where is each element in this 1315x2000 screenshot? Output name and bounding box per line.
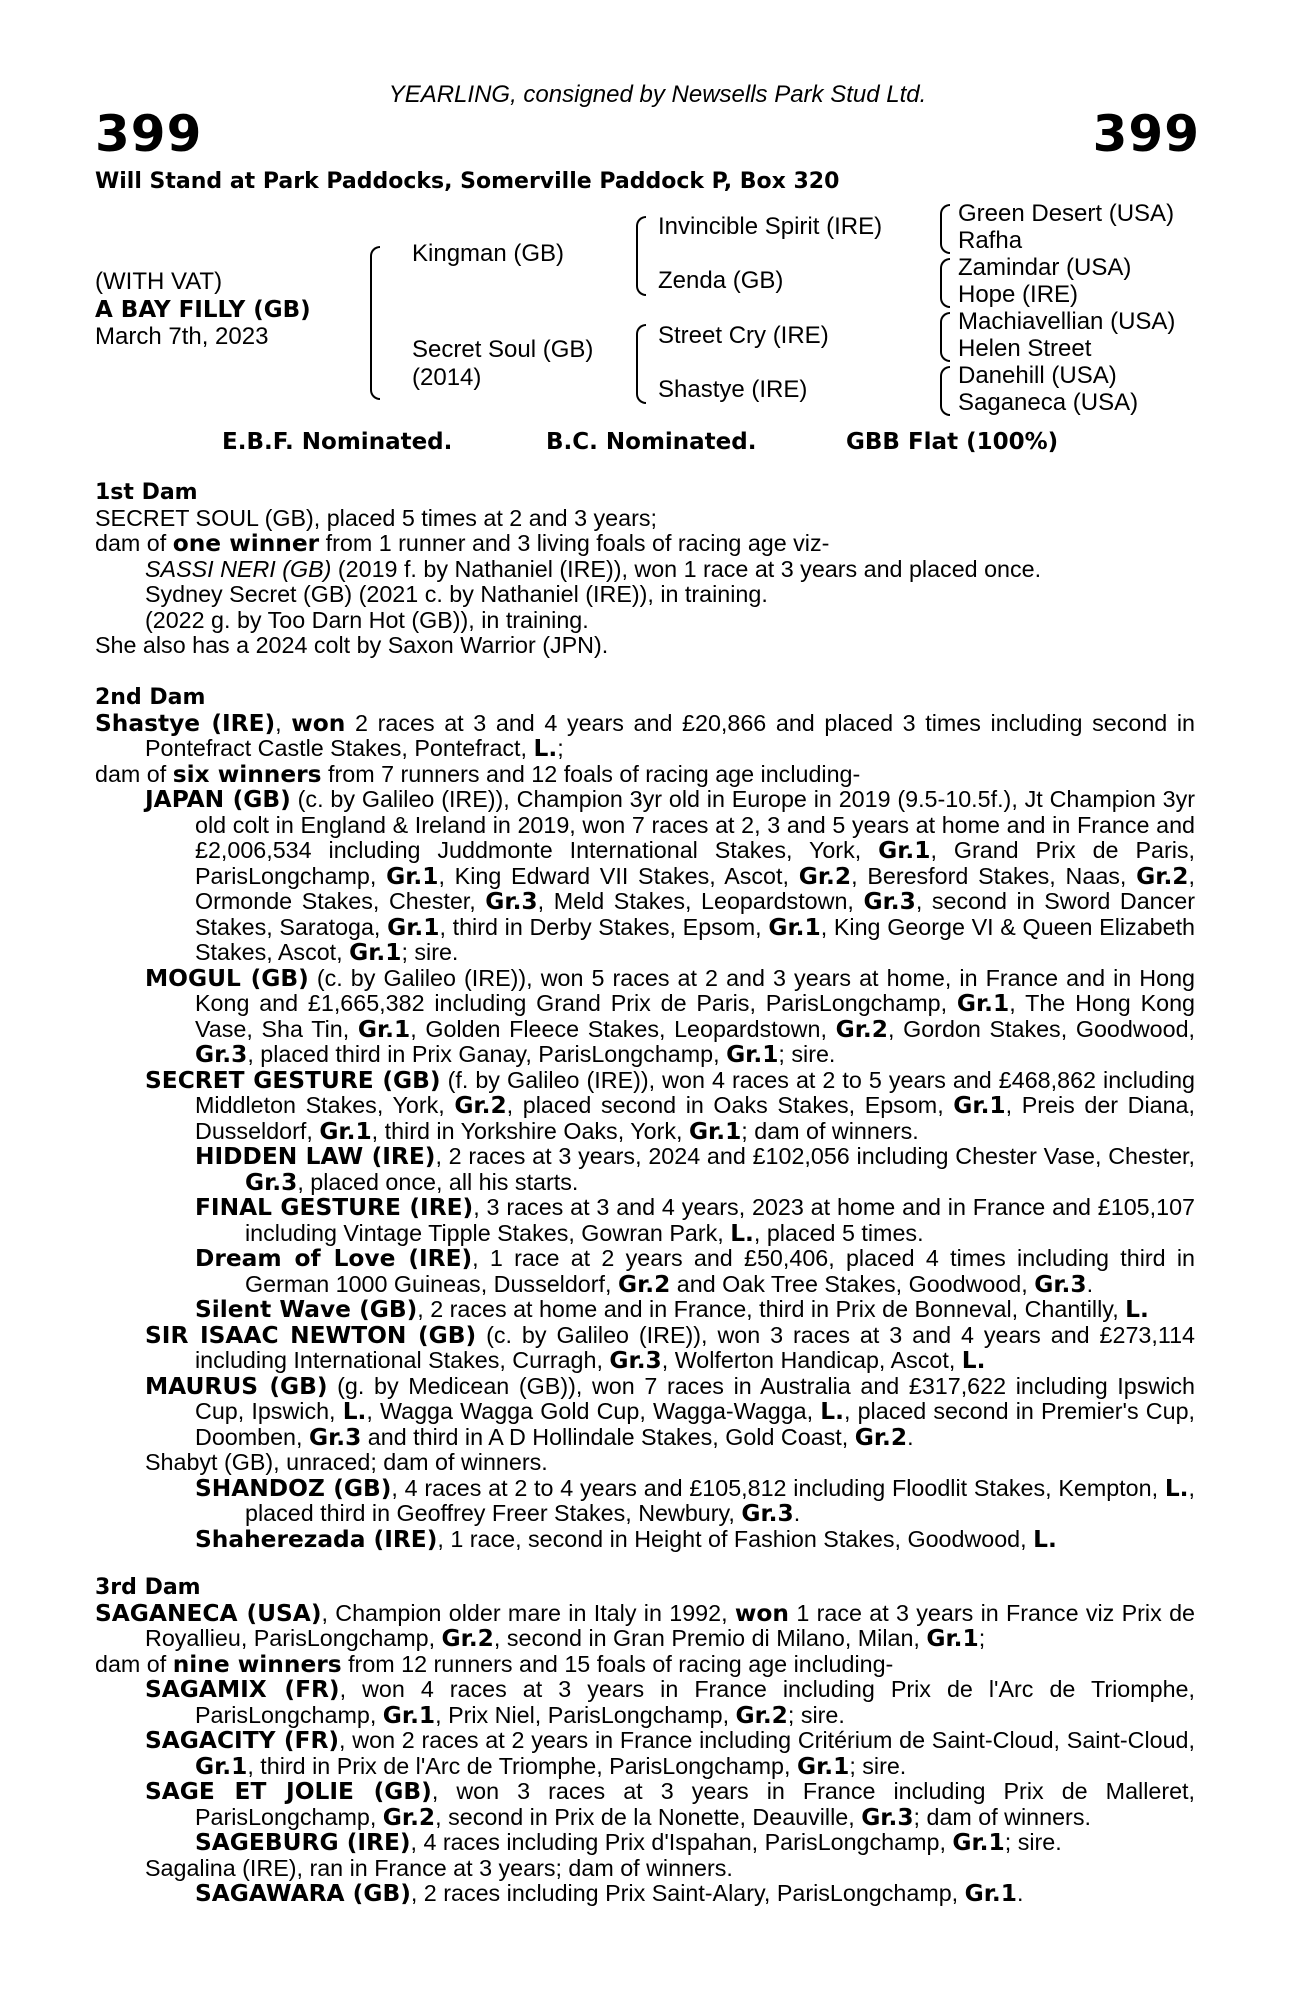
gbb-flat: GBB Flat (100%): [846, 429, 1059, 455]
text-run: , 1 race at 2 years and £50,406, placed 4 times including third in German 1000 Guineas, Dusseldorf,: [245, 1245, 1196, 1297]
text-run: .: [1086, 1270, 1094, 1297]
pedigree-gg7: Danehill (USA): [958, 362, 1117, 389]
text-run: , Wagga Wagga Gold Cup, Wagga-Wagga,: [366, 1398, 821, 1424]
bold-run: HIDDEN LAW (IRE): [195, 1143, 436, 1170]
bold-run: Gr.1: [964, 1880, 1017, 1907]
bold-run: Gr.1: [386, 862, 439, 890]
bold-run: MOGUL (GB): [145, 964, 309, 992]
text-run: , third in Prix de l'Arc de Triomphe, ParisLongchamp,: [247, 1752, 797, 1779]
text-run: (c. by Galileo (IRE)), won 3 races at 3 and 4 years and £273,114 including International Stakes, Curragh,: [195, 1321, 1195, 1373]
section-heading: 1st Dam: [95, 480, 198, 505]
text-run: (c. by Galileo (IRE)), won 5 races at 2 and 3 years at home, in France and in Hong Kong and £1,665,382 including Grand Prix de Paris, ParisLongchamp,: [195, 964, 1195, 1016]
pedigree-paragraph: [95, 1297, 1195, 1323]
bold-run: Gr.2: [735, 1701, 788, 1729]
text-run: , 3 races at 3 and 4 years, 2023 at home and in France and £105,107 including Vintage Tipple Stakes, Gowran Park,: [245, 1194, 1195, 1246]
text-run: , King George VI & Queen Elizabeth Stakes, Ascot,: [195, 913, 1195, 965]
bold-run: Gr.1: [688, 1117, 742, 1145]
bold-run: Gr.2: [441, 1625, 494, 1652]
pedigree-sire-dam: Zenda (GB): [658, 267, 784, 294]
text-run: from 7 runners and 12 foals of racing age including-: [321, 760, 861, 787]
text-run: , Wolferton Handicap, Ascot,: [661, 1347, 962, 1373]
bold-run: Gr.1: [382, 1701, 436, 1729]
text-run: and Oak Tree Stakes, Goodwood,: [670, 1270, 1035, 1297]
pedigree-paragraph: [95, 1601, 1195, 1652]
text-run: , placed second in Oaks Stakes, Epsom,: [506, 1092, 954, 1118]
section-first-dam: [95, 480, 1195, 659]
text-run: ;: [978, 1625, 986, 1651]
pedigree-gg8: Saganeca (USA): [958, 389, 1139, 416]
pedigree-paragraph: [95, 1068, 1195, 1145]
bold-run: Gr.2: [1136, 862, 1189, 890]
section-body: [95, 506, 1195, 659]
text-run: ; sire.: [1004, 1829, 1062, 1855]
pedigree-gg2: Rafha: [958, 227, 1023, 254]
bold-run: L.: [961, 1347, 986, 1374]
text-run: , won 4 races at 3 years in France including Prix de l'Arc de Triomphe, ParisLongchamp,: [195, 1676, 1195, 1728]
bold-run: SAGACITY (FR): [145, 1727, 340, 1754]
bold-run: FINAL GESTURE (IRE): [195, 1194, 474, 1221]
section-body: [95, 1601, 1195, 1907]
foaling-date: March 7th, 2023: [95, 323, 269, 350]
bold-run: Gr.1: [387, 913, 440, 941]
pedigree-paragraph: [95, 1246, 1195, 1297]
text-run: , won 2 races at 2 years in France including Critérium de Saint-Cloud, Saint-Cloud,: [339, 1727, 1195, 1753]
text-run: , Champion older mare in Italy in 1992,: [321, 1599, 735, 1626]
pedigree-paragraph: [95, 711, 1195, 762]
text-run: , second in Gran Premio di Milano, Milan,: [493, 1625, 927, 1651]
text-run: , won 3 races at 3 years in France including Prix de Malleret, ParisLongchamp,: [195, 1778, 1196, 1830]
bold-run: Gr.3: [195, 1041, 248, 1068]
bold-run: Gr.2: [382, 1803, 436, 1831]
text-run: Shabyt (GB), unraced; dam of winners.: [145, 1449, 548, 1475]
bold-run: SAGEBURG (IRE): [195, 1829, 411, 1856]
text-run: and third in A D Hollindale Stakes, Gold Coast,: [361, 1423, 855, 1450]
bold-run: SAGE ET JOLIE (GB): [145, 1778, 432, 1805]
bold-run: Shaherezada (IRE): [195, 1525, 438, 1553]
bold-run: SECRET GESTURE (GB): [145, 1066, 441, 1094]
bold-run: Gr.3: [609, 1347, 662, 1374]
bold-run: SHANDOZ (GB): [195, 1474, 392, 1502]
bold-run: L.: [342, 1398, 367, 1425]
pedigree-paragraph: [95, 966, 1195, 1068]
text-run: , third in Derby Stakes, Epsom,: [439, 913, 769, 940]
bold-run: L.: [1164, 1474, 1189, 1502]
brace-dam: [636, 324, 646, 404]
pedigree-paragraph: [95, 506, 1195, 532]
bold-run: Gr.2: [835, 1015, 888, 1043]
bold-run: Gr.1: [319, 1117, 372, 1145]
bold-run: Gr.1: [878, 837, 931, 864]
text-run: SECRET SOUL (GB), placed 5 times at 2 and 3 years;: [95, 504, 657, 531]
section-body: [95, 711, 1195, 1553]
section-heading: 3rd Dam: [95, 1575, 201, 1600]
bold-run: Gr.3: [1034, 1270, 1087, 1298]
pedigree-paragraph: [95, 787, 1195, 966]
text-run: (g. by Medicean (GB)), won 7 races in Australia and £317,622 including Ipswich Cup, Ipswich,: [195, 1372, 1195, 1424]
text-run: , Beresford Stakes, Naas,: [851, 862, 1137, 889]
bold-run: Gr.1: [195, 1752, 248, 1780]
brace-sire: [636, 216, 646, 296]
bold-run: Gr.2: [617, 1270, 671, 1298]
text-run: , second in Prix de la Nonette, Deauville,: [435, 1803, 862, 1830]
bold-run: L.: [533, 735, 558, 762]
pedigree-dam-dam: Shastye (IRE): [658, 376, 808, 403]
text-run: ; sire.: [401, 939, 459, 965]
text-run: , Meld Stakes, Leopardstown,: [537, 888, 864, 914]
pedigree-gg5: Machiavellian (USA): [958, 308, 1176, 335]
text-run: , 2 races at 3 years, 2024 and £102,056 including Chester Vase, Chester,: [435, 1143, 1195, 1169]
text-run: , 4 races at 2 to 4 years and £105,812 including Floodlit Stakes, Kempton,: [391, 1474, 1165, 1501]
text-run: (2022 g. by Too Darn Hot (GB)), in training.: [145, 606, 589, 633]
pedigree-paragraph: [95, 1323, 1195, 1374]
bold-run: SAGAWARA (GB): [195, 1880, 411, 1907]
text-run: , 1 race, second in Height of Fashion Stakes, Goodwood,: [437, 1525, 1034, 1552]
consignment-line: YEARLING, consigned by Newsells Park Stud Ltd.: [388, 81, 927, 108]
pedigree-paragraph: [95, 1652, 1195, 1678]
brace-subject: [370, 246, 380, 400]
brace-gg4: [940, 366, 950, 416]
bold-run: Gr.1: [357, 1015, 411, 1043]
stand-location: Will Stand at Park Paddocks, Somerville Paddock P, Box 320: [95, 169, 840, 194]
text-run: Sagalina (IRE), ran in France at 3 years; dam of winners.: [145, 1854, 733, 1881]
bold-run: six winners: [172, 760, 322, 788]
text-run: , placed third in Geoffrey Freer Stakes, Newbury,: [245, 1474, 1196, 1526]
text-run: from 1 runner and 3 living foals of racing age viz-: [319, 530, 830, 556]
pedigree-paragraph: [95, 582, 1195, 608]
text-run: dam of: [95, 1650, 173, 1677]
text-run: ; sire.: [787, 1701, 845, 1728]
pedigree-dam: Secret Soul (GB): [412, 336, 594, 363]
ebf-nomination: E.B.F. Nominated.: [222, 429, 453, 455]
pedigree-paragraph: [95, 1881, 1195, 1907]
text-run: , placed third in Prix Ganay, ParisLongchamp,: [247, 1041, 727, 1067]
bold-run: Gr.2: [454, 1092, 507, 1119]
text-run: (2019 f. by Nathaniel (IRE)), won 1 race at 3 years and placed once.: [331, 555, 1042, 582]
bold-run: Gr.3: [245, 1168, 298, 1196]
pedigree-dam-year: (2014): [412, 364, 482, 391]
bold-run: Gr.1: [953, 1092, 1006, 1119]
vat-label: (WITH VAT): [95, 268, 223, 295]
bold-run: SIR ISAAC NEWTON (GB): [145, 1321, 477, 1349]
text-run: Sydney Secret (GB) (2021 c. by Nathaniel (IRE)), in training.: [145, 581, 768, 607]
pedigree-sire-sire: Invincible Spirit (IRE): [658, 213, 883, 240]
text-run: 2 races at 3 and 4 years and £20,866 and placed 3 times including second in Pontefract Castle Stakes, Pontefract,: [145, 709, 1195, 761]
text-run: (c. by Galileo (IRE)), Champion 3yr old in Europe in 2019 (9.5-10.5f.), Jt Champion 3yr old colt in England & Ireland in 2019, won 7 races at 2, 3 and 5 years at home and in France and £2,006,534 including Juddmonte International Stakes, York,: [195, 786, 1195, 863]
bold-run: Gr.3: [308, 1423, 362, 1451]
pedigree-paragraph: [95, 1144, 1195, 1195]
bold-run: Dream of Love (IRE): [195, 1245, 473, 1272]
pedigree-paragraph: [95, 531, 1195, 557]
bold-run: nine winners: [172, 1650, 342, 1678]
text-run: , Ormonde Stakes, Chester,: [195, 862, 1196, 914]
section-third-dam: [95, 1575, 1195, 1907]
text-run: , second in Sword Dancer Stakes, Saratoga,: [195, 888, 1195, 940]
section-second-dam: [95, 685, 1195, 1552]
pedigree-paragraph: [95, 1856, 1195, 1882]
bold-run: L.: [1125, 1296, 1149, 1323]
bold-run: one winner: [172, 530, 320, 557]
text-run: , The Hong Kong Vase, Sha Tin,: [195, 990, 1195, 1042]
pedigree-paragraph: [95, 1830, 1195, 1856]
text-run: , Preis der Diana, Dusseldorf,: [195, 1092, 1195, 1144]
pedigree-paragraph: [95, 1779, 1195, 1830]
bold-run: L.: [730, 1219, 754, 1247]
pedigree-paragraph: [95, 557, 1195, 583]
text-run: ,: [275, 709, 292, 736]
bold-run: Gr.2: [854, 1423, 908, 1451]
text-run: , 2 races at home and in France, third in Prix de Bonneval, Chantilly,: [417, 1296, 1126, 1322]
text-run: .: [1017, 1880, 1024, 1906]
text-run: , placed 5 times.: [753, 1219, 924, 1246]
text-run: dam of: [95, 530, 173, 556]
text-run: ; sire.: [778, 1041, 836, 1067]
text-run: ; sire.: [849, 1752, 907, 1779]
bold-run: JAPAN (GB): [145, 786, 291, 813]
text-run: (f. by Galileo (IRE)), won 4 races at 2 to 5 years and £468,862 including Middleton Stakes, York,: [195, 1066, 1195, 1118]
text-run: ;: [557, 735, 564, 761]
text-run: She also has a 2024 colt by Saxon Warrior (JPN).: [95, 632, 609, 658]
bold-run: Gr.3: [741, 1500, 794, 1527]
bold-run: SAGAMIX (FR): [145, 1676, 340, 1703]
pedigree-paragraph: [95, 1527, 1195, 1553]
bold-run: Gr.1: [926, 1625, 979, 1652]
horse-name: A BAY FILLY (GB): [95, 297, 311, 323]
pedigree-paragraph: [95, 1374, 1195, 1451]
text-run: .: [793, 1500, 801, 1526]
brace-gg1: [940, 204, 950, 254]
bold-run: Gr.1: [952, 1829, 1005, 1856]
text-run: , Gordon Stakes, Goodwood,: [887, 1015, 1196, 1042]
text-run: , Golden Fleece Stakes, Leopardstown,: [410, 1015, 836, 1042]
pedigree-paragraph: [95, 1450, 1195, 1476]
bold-run: L.: [1033, 1525, 1057, 1553]
bold-run: Gr.1: [796, 1752, 850, 1780]
pedigree-gg3: Zamindar (USA): [958, 254, 1132, 281]
italic-run: SASSI NERI (GB): [145, 555, 332, 582]
bold-run: Gr.1: [726, 1041, 779, 1068]
pedigree-table: [0, 0, 1315, 430]
bold-run: won: [734, 1599, 790, 1627]
bold-run: Gr.3: [485, 888, 538, 915]
pedigree-gg4: Hope (IRE): [958, 281, 1079, 308]
section-heading: 2nd Dam: [95, 685, 206, 710]
text-run: , 2 races including Prix Saint-Alary, ParisLongchamp,: [410, 1880, 965, 1906]
bold-run: Gr.1: [956, 990, 1010, 1017]
bold-run: Shastye (IRE): [95, 709, 276, 737]
pedigree-paragraph: [95, 633, 1195, 659]
text-run: , placed once, all his starts.: [297, 1168, 579, 1195]
pedigree-sire: Kingman (GB): [412, 240, 565, 267]
text-run: , third in Yorkshire Oaks, York,: [371, 1117, 689, 1144]
text-run: 1 race at 3 years in France viz Prix de Royallieu, ParisLongchamp,: [145, 1599, 1195, 1651]
lot-number-right: 399: [1092, 105, 1200, 163]
text-run: , Grand Prix de Paris, ParisLongchamp,: [195, 837, 1195, 889]
bold-run: Silent Wave (GB): [195, 1296, 418, 1323]
bold-run: MAURUS (GB): [145, 1372, 328, 1400]
lot-number-left: 399: [95, 105, 203, 163]
pedigree-paragraph: [95, 1728, 1195, 1779]
text-run: , placed second in Premier's Cup, Doomben,: [195, 1398, 1195, 1450]
bc-nomination: B.C. Nominated.: [546, 429, 757, 455]
pedigree-paragraph: [95, 1476, 1195, 1527]
text-run: .: [907, 1423, 914, 1450]
bold-run: L.: [820, 1398, 844, 1425]
bold-run: won: [291, 709, 346, 737]
pedigree-gg1: Green Desert (USA): [958, 200, 1175, 227]
pedigree-dam-sire: Street Cry (IRE): [658, 322, 829, 349]
bold-run: Gr.1: [768, 913, 821, 941]
pedigree-paragraph: [95, 608, 1195, 634]
text-run: , King Edward VII Stakes, Ascot,: [438, 862, 799, 889]
text-run: ; dam of winners.: [741, 1117, 919, 1144]
pedigree-paragraph: [95, 762, 1195, 788]
pedigree-paragraph: [95, 1677, 1195, 1728]
bold-run: Gr.3: [863, 888, 916, 915]
bold-run: Gr.1: [349, 939, 402, 966]
text-run: dam of: [95, 760, 173, 787]
text-run: ; dam of winners.: [913, 1803, 1091, 1830]
brace-gg2: [940, 258, 950, 308]
text-run: from 12 runners and 15 foals of racing age including-: [341, 1650, 894, 1677]
text-run: , Prix Niel, ParisLongchamp,: [435, 1701, 736, 1728]
bold-run: Gr.3: [861, 1803, 914, 1831]
bold-run: Gr.2: [798, 862, 852, 890]
brace-gg3: [940, 312, 950, 362]
pedigree-paragraph: [95, 1195, 1195, 1246]
pedigree-gg6: Helen Street: [958, 335, 1092, 362]
bold-run: SAGANECA (USA): [95, 1599, 322, 1627]
text-run: , 4 races including Prix d'Ispahan, ParisLongchamp,: [410, 1829, 953, 1855]
